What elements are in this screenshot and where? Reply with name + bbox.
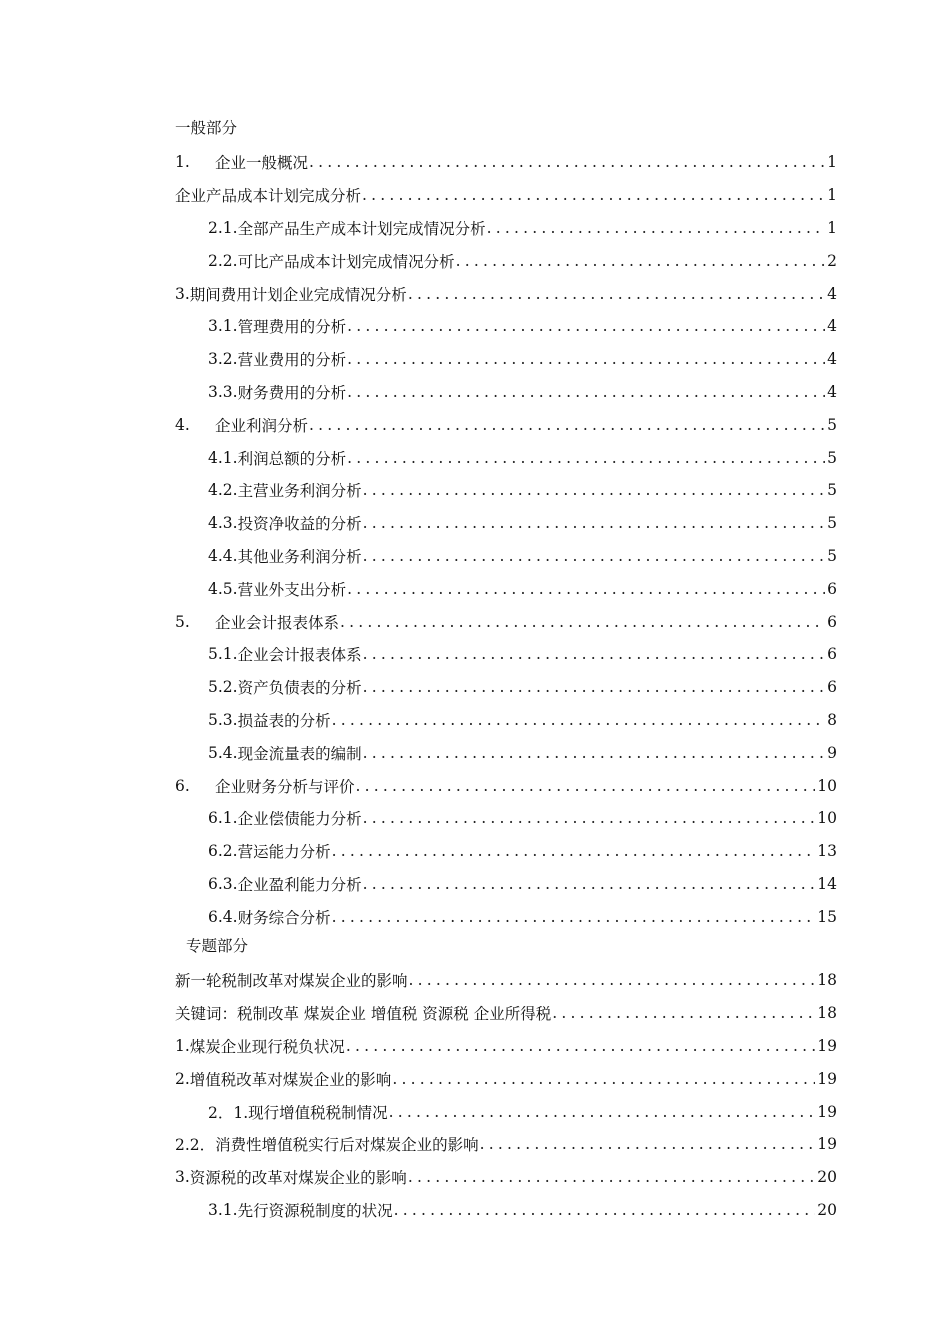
toc-entry-number: 5.4. bbox=[208, 743, 238, 762]
toc-entry-number: 4.3. bbox=[208, 514, 238, 533]
toc-entry-page-number: 6 bbox=[827, 645, 837, 664]
toc-entry[interactable] bbox=[175, 704, 837, 737]
toc-entry-page-number: 14 bbox=[817, 874, 837, 893]
dot-leader bbox=[363, 875, 816, 893]
toc-entry-page-number: 18 bbox=[817, 971, 837, 990]
toc-entry-page-number: 18 bbox=[817, 1004, 837, 1023]
toc-entry-number: 5. bbox=[175, 612, 190, 631]
dot-leader bbox=[409, 971, 816, 989]
toc-entry-page-number: 4 bbox=[827, 350, 837, 369]
toc-entry-page-number: 10 bbox=[817, 809, 837, 828]
dot-leader bbox=[363, 547, 825, 565]
toc-entry[interactable] bbox=[175, 572, 837, 605]
toc-entry-page-number: 5 bbox=[827, 514, 837, 533]
toc-entry-page-number: 13 bbox=[817, 842, 837, 861]
dot-leader bbox=[332, 908, 816, 926]
dot-leader bbox=[487, 219, 825, 237]
toc-entry-title: 新一轮税制改革对煤炭企业的影响 bbox=[175, 972, 408, 991]
toc-entry[interactable] bbox=[175, 212, 837, 245]
toc-entry-page-number: 19 bbox=[817, 1102, 837, 1121]
dot-leader bbox=[552, 1004, 815, 1022]
toc-entry-page-number: 19 bbox=[817, 1036, 837, 1055]
toc-entry-title: 营运能力分析 bbox=[237, 843, 331, 862]
section-header-general: 一般部分 bbox=[175, 119, 238, 137]
toc-entry-number: 2.1. bbox=[208, 218, 238, 237]
toc-entry-title: 企业会计报表体系 bbox=[215, 613, 340, 632]
dot-leader bbox=[363, 481, 825, 499]
toc-entry-title: 增值税改革对煤炭企业的影响 bbox=[189, 1070, 392, 1089]
toc-entry[interactable] bbox=[175, 900, 837, 933]
toc-entry-page-number: 6 bbox=[827, 612, 837, 631]
toc-entry-number: 4.4. bbox=[208, 546, 238, 565]
dot-leader bbox=[408, 285, 825, 303]
toc-entry-title: 企业财务分析与评价 bbox=[215, 777, 355, 796]
toc-entry-title: 营业费用的分析 bbox=[237, 351, 347, 370]
toc-entry-page-number: 20 bbox=[817, 1168, 837, 1187]
toc-entry-number: 3. bbox=[175, 1168, 190, 1187]
toc-entry-number: 1. bbox=[175, 1036, 190, 1055]
toc-entry[interactable] bbox=[175, 638, 837, 671]
toc-entry-page-number: 19 bbox=[817, 1069, 837, 1088]
dot-leader bbox=[347, 317, 825, 335]
dot-leader bbox=[456, 252, 825, 270]
dot-leader bbox=[392, 1070, 815, 1088]
toc-entry[interactable] bbox=[175, 1030, 837, 1063]
toc-entry-title: 企业产品成本计划完成分析 bbox=[175, 187, 362, 206]
toc-entry[interactable] bbox=[175, 1161, 837, 1194]
toc-entry-number: 3.1. bbox=[208, 317, 238, 336]
toc-entry[interactable] bbox=[175, 964, 837, 997]
toc-entry-title: 资源税的改革对煤炭企业的影响 bbox=[189, 1169, 407, 1188]
dot-leader bbox=[480, 1135, 816, 1153]
toc-entry-number: 6.3. bbox=[208, 874, 238, 893]
toc-entry-number: 2. bbox=[175, 1069, 190, 1088]
dot-leader bbox=[309, 153, 825, 171]
dot-leader bbox=[340, 613, 825, 631]
toc-entry-number: 5.3. bbox=[208, 710, 238, 729]
toc-entry[interactable] bbox=[175, 343, 837, 376]
toc-entry-number: 3.3. bbox=[208, 382, 238, 401]
toc-entry-number: 6.2. bbox=[208, 842, 238, 861]
toc-entry[interactable] bbox=[175, 507, 837, 540]
toc-entry-page-number: 4 bbox=[827, 317, 837, 336]
toc-entry[interactable] bbox=[175, 1062, 837, 1095]
toc-entry-title: 企业会计报表体系 bbox=[237, 646, 362, 665]
toc-entry[interactable] bbox=[175, 802, 837, 835]
toc-entry[interactable] bbox=[175, 868, 837, 901]
dot-leader bbox=[363, 809, 816, 827]
toc-entry-page-number: 20 bbox=[817, 1200, 837, 1219]
toc-entry-page-number: 1 bbox=[827, 186, 837, 205]
toc-entry-number: 4. bbox=[175, 415, 190, 434]
toc-entry-title: 企业一般概况 bbox=[215, 154, 309, 173]
dot-leader bbox=[347, 383, 825, 401]
dot-leader bbox=[389, 1103, 816, 1121]
toc-entry-number: 4.2. bbox=[208, 481, 238, 500]
toc-entry-number: 5.1. bbox=[208, 645, 238, 664]
toc-entry-title: 财务综合分析 bbox=[237, 908, 331, 927]
toc-entry-page-number: 5 bbox=[827, 481, 837, 500]
toc-entry-title: 投资净收益的分析 bbox=[237, 515, 362, 534]
toc-entry-page-number: 8 bbox=[827, 710, 837, 729]
toc-entry-number: 3. bbox=[175, 284, 190, 303]
toc-entry-title: 期间费用计划企业完成情况分析 bbox=[189, 285, 407, 304]
toc-entry-page-number: 6 bbox=[827, 579, 837, 598]
dot-leader bbox=[363, 645, 825, 663]
toc-entry-page-number: 5 bbox=[827, 546, 837, 565]
dot-leader bbox=[332, 711, 825, 729]
table-of-contents-special bbox=[175, 964, 837, 1226]
toc-entry[interactable] bbox=[175, 1095, 837, 1128]
dot-leader bbox=[332, 842, 816, 860]
toc-entry-number: 4.1. bbox=[208, 448, 238, 467]
toc-entry-number: 6. bbox=[175, 776, 190, 795]
toc-entry-page-number: 1 bbox=[827, 218, 837, 237]
toc-entry-title: 关键词：税制改革 煤炭企业 增值税 资源税 企业所得税 bbox=[175, 1005, 552, 1024]
toc-entry-page-number: 4 bbox=[827, 382, 837, 401]
toc-entry[interactable] bbox=[175, 277, 837, 310]
toc-entry-page-number: 4 bbox=[827, 284, 837, 303]
toc-entry-title: 可比产品成本计划完成情况分析 bbox=[237, 252, 455, 271]
toc-entry[interactable] bbox=[175, 408, 837, 441]
dot-leader bbox=[363, 514, 825, 532]
dot-leader bbox=[408, 1168, 815, 1186]
toc-entry-number: 2.2. bbox=[208, 251, 238, 270]
toc-entry[interactable] bbox=[175, 310, 837, 343]
toc-entry-title: 营业外支出分析 bbox=[237, 580, 347, 599]
dot-leader bbox=[363, 678, 825, 696]
dot-leader bbox=[346, 1037, 815, 1055]
toc-entry-page-number: 2 bbox=[827, 251, 837, 270]
toc-entry-title: 全部产品生产成本计划完成情况分析 bbox=[237, 219, 486, 238]
toc-entry[interactable] bbox=[175, 736, 837, 769]
toc-entry[interactable] bbox=[175, 179, 837, 212]
toc-entry-title: 消费性增值税实行后对煤炭企业的影响 bbox=[215, 1136, 479, 1155]
toc-entry-title: 资产负债表的分析 bbox=[237, 679, 362, 698]
toc-entry-page-number: 6 bbox=[827, 678, 837, 697]
toc-entry-title: 企业偿债能力分析 bbox=[237, 810, 362, 829]
toc-entry-number: 6.1. bbox=[208, 809, 238, 828]
toc-entry-title: 现金流量表的编制 bbox=[237, 744, 362, 763]
toc-entry-title: 现行增值税税制情况 bbox=[248, 1103, 388, 1122]
toc-entry[interactable] bbox=[175, 671, 837, 704]
toc-entry-page-number: 1 bbox=[827, 153, 837, 172]
toc-entry[interactable] bbox=[175, 244, 837, 277]
toc-entry-number: 3.2. bbox=[208, 350, 238, 369]
toc-entry[interactable] bbox=[175, 376, 837, 409]
toc-entry-number: 2.2． bbox=[175, 1136, 216, 1155]
toc-entry-title: 利润总额的分析 bbox=[237, 449, 347, 468]
toc-entry[interactable] bbox=[175, 441, 837, 474]
toc-entry-title: 煤炭企业现行税负状况 bbox=[189, 1037, 345, 1056]
dot-leader bbox=[309, 416, 825, 434]
section-header-special: 专题部分 bbox=[186, 937, 249, 955]
toc-entry-page-number: 19 bbox=[817, 1135, 837, 1154]
toc-entry-title: 损益表的分析 bbox=[237, 711, 331, 730]
dot-leader bbox=[347, 449, 825, 467]
toc-entry-number: 1. bbox=[175, 153, 190, 172]
toc-entry-title: 其他业务利润分析 bbox=[237, 547, 362, 566]
toc-entry-title: 先行资源税制度的状况 bbox=[237, 1201, 393, 1220]
toc-entry-page-number: 15 bbox=[817, 907, 837, 926]
toc-entry-title: 企业利润分析 bbox=[215, 416, 309, 435]
toc-entry[interactable] bbox=[175, 146, 837, 179]
toc-entry[interactable] bbox=[175, 1194, 837, 1227]
toc-entry-page-number: 5 bbox=[827, 448, 837, 467]
dot-leader bbox=[363, 744, 825, 762]
toc-entry-title: 企业盈利能力分析 bbox=[237, 875, 362, 894]
toc-entry-page-number: 5 bbox=[827, 415, 837, 434]
toc-entry[interactable] bbox=[175, 997, 837, 1030]
dot-leader bbox=[394, 1201, 816, 1219]
toc-entry-number: 2．1. bbox=[208, 1103, 249, 1122]
dot-leader bbox=[362, 186, 825, 204]
dot-leader bbox=[356, 777, 816, 795]
toc-entry-number: 3.1. bbox=[208, 1200, 238, 1219]
toc-entry[interactable] bbox=[175, 474, 837, 507]
toc-entry[interactable] bbox=[175, 605, 837, 638]
table-of-contents bbox=[175, 146, 837, 933]
dot-leader bbox=[347, 580, 825, 598]
toc-entry-page-number: 9 bbox=[827, 743, 837, 762]
toc-entry-number: 6.4. bbox=[208, 907, 238, 926]
toc-entry-title: 财务费用的分析 bbox=[237, 383, 347, 402]
toc-entry[interactable] bbox=[175, 1128, 837, 1161]
toc-entry-title: 管理费用的分析 bbox=[237, 318, 347, 337]
toc-entry-number: 5.2. bbox=[208, 678, 238, 697]
toc-entry-page-number: 10 bbox=[817, 776, 837, 795]
toc-entry-title: 主营业务利润分析 bbox=[237, 482, 362, 501]
toc-entry-number: 4.5. bbox=[208, 579, 238, 598]
toc-entry[interactable] bbox=[175, 540, 837, 573]
toc-entry[interactable] bbox=[175, 835, 837, 868]
toc-entry[interactable] bbox=[175, 769, 837, 802]
dot-leader bbox=[347, 350, 825, 368]
